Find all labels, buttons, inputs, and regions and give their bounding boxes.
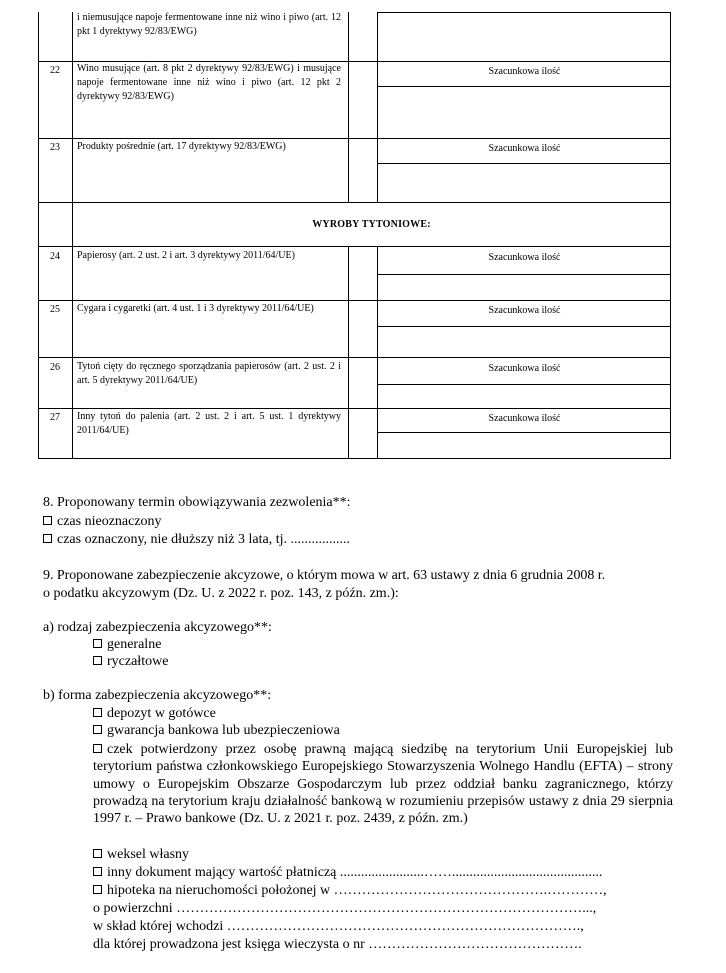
q9-title-line1: 9. Proponowane zabezpieczenie akcyzowe, o którym mowa w art. 63 ustawy z dnia 6 grudnia 2008 r. (43, 568, 606, 583)
row-number: 25 (50, 304, 60, 315)
option-label: depozyt w gotówce (107, 706, 216, 721)
row-separator (38, 202, 671, 203)
option-label: weksel własny (107, 847, 190, 862)
checkbox[interactable] (43, 516, 52, 525)
option-label: czas nieoznaczony (57, 514, 162, 529)
row-description: Produkty pośrednie (art. 17 dyrektywy 92/83/EWG) (77, 141, 286, 152)
input-box-divider (377, 326, 671, 327)
row-separator (38, 408, 671, 409)
q8-option[interactable] (43, 532, 350, 548)
q9b-detail-line: w skład której wchodzi …………………………………………………………………., (93, 919, 584, 934)
option-label: ryczałtowe (107, 654, 169, 669)
checkbox[interactable] (93, 725, 102, 734)
table-divider-num (72, 12, 73, 459)
row-description: Papierosy (art. 2 ust. 2 i art. 3 dyrektywy 2011/64/UE) (77, 250, 295, 261)
table-border-left (38, 12, 39, 459)
row-number: 22 (50, 65, 60, 76)
q9b-option[interactable] (93, 741, 673, 827)
excise-products-table (38, 12, 671, 459)
q9b-option[interactable] (93, 706, 216, 722)
row-description: Inny tytoń do palenia (art. 2 ust. 2 i art. 5 ust. 1 dyrektywy 2011/64/UE) (77, 411, 341, 436)
option-label: inny dokument mający wartość płatniczą ........................……........................................... (107, 865, 603, 880)
q9a-option[interactable] (93, 654, 168, 670)
input-box-divider (377, 163, 671, 164)
row-number: 23 (50, 142, 60, 153)
table-divider-check (377, 12, 378, 203)
row-separator (38, 300, 671, 301)
q8-option[interactable] (43, 514, 162, 530)
checkbox[interactable] (43, 534, 52, 543)
row-separator (38, 357, 671, 358)
row-number: 24 (50, 251, 60, 262)
checkbox[interactable] (93, 849, 102, 858)
q9b-title: b) forma zabezpieczenia akcyzowego**: (43, 688, 272, 703)
row-separator (38, 458, 671, 459)
input-box-divider (377, 432, 671, 433)
table-border-right (670, 12, 671, 459)
table-divider-desc (348, 247, 349, 459)
table-divider-check (377, 247, 378, 459)
checkbox[interactable] (93, 867, 102, 876)
table-divider-desc (348, 12, 349, 203)
input-box-top (377, 12, 671, 13)
input-box-divider (377, 274, 671, 275)
checkbox[interactable] (93, 708, 102, 717)
estimate-label: Szacunkowa ilość (488, 305, 561, 316)
option-label: czek potwierdzony przez osobę prawną mającą siedzibę na terytorium Unii Europejskiej lub terytorium państwa członkowskiego Europejskiego Stowarzyszenia Wolnego Handlu (EFTA) – strony umowy o Europejskim Obszarze Gospodarczym lub przez oddział banku zagranicznego, którzy prowadzą na terytorium kraju działalność bankową w rozumieniu przepisów ustawy z dnia 29 sierpnia 1997 r. – Prawo bankowe (Dz. U. z 2021 r. poz. 2439, z późn. zm.) (93, 742, 673, 827)
input-box-divider (377, 86, 671, 87)
row-separator (38, 138, 671, 139)
estimate-label: Szacunkowa ilość (488, 66, 561, 77)
q9-title-line2: o podatku akcyzowym (Dz. U. z 2022 r. poz. 143, z późn. zm.): (43, 586, 399, 601)
input-box-divider (377, 384, 671, 385)
q9b-option[interactable] (93, 883, 607, 899)
option-label: gwarancja bankowa lub ubezpieczeniowa (107, 723, 340, 738)
q9b-option[interactable] (93, 865, 602, 881)
checkbox[interactable] (93, 885, 102, 894)
q9a-option[interactable] (93, 637, 161, 653)
option-label: hipoteka na nieruchomości położonej w ……………………………………….…………, (107, 883, 607, 898)
row-description: i niemusujące napoje fermentowane inne niż wino i piwo (art. 12 pkt 1 dyrektywy 92/83/EWG) (77, 12, 341, 37)
row-description: Tytoń cięty do ręcznego sporządzania papierosów (art. 2 ust. 2 i art. 5 dyrektywy 2011/64/UE) (77, 361, 341, 386)
estimate-label: Szacunkowa ilość (488, 143, 561, 154)
option-label: czas oznaczony, nie dłuższy niż 3 lata, tj. ................. (57, 532, 350, 547)
q9a-title: a) rodzaj zabezpieczenia akcyzowego**: (43, 620, 272, 635)
checkbox[interactable] (93, 744, 102, 753)
estimate-label: Szacunkowa ilość (488, 413, 561, 424)
q9b-option[interactable] (93, 847, 189, 863)
row-number: 27 (50, 412, 60, 423)
row-description: Cygara i cygaretki (art. 4 ust. 1 i 3 dyrektywy 2011/64/UE) (77, 303, 314, 314)
estimate-label: Szacunkowa ilość (488, 363, 561, 374)
checkbox[interactable] (93, 656, 102, 665)
q8-title: 8. Proponowany termin obowiązywania zezwolenia**: (43, 495, 351, 510)
q9b-detail-line: dla której prowadzona jest księga wieczysta o nr ………………………………………. (93, 937, 582, 952)
checkbox[interactable] (93, 639, 102, 648)
option-label: generalne (107, 637, 162, 652)
section-title-tobacco: WYROBY TYTONIOWE: (312, 219, 431, 230)
q9b-detail-line: o powierzchni ……………………………………………………………………………..., (93, 901, 597, 916)
row-separator (38, 246, 671, 247)
row-number: 26 (50, 362, 60, 373)
estimate-label: Szacunkowa ilość (488, 252, 561, 263)
row-description: Wino musujące (art. 8 pkt 2 dyrektywy 92/83/EWG) i musujące napoje fermentowane inne niż wino i piwo (art. 12 pkt 2 dyrektywy 92/83/EWG) (77, 63, 341, 102)
q9b-option[interactable] (93, 723, 340, 739)
